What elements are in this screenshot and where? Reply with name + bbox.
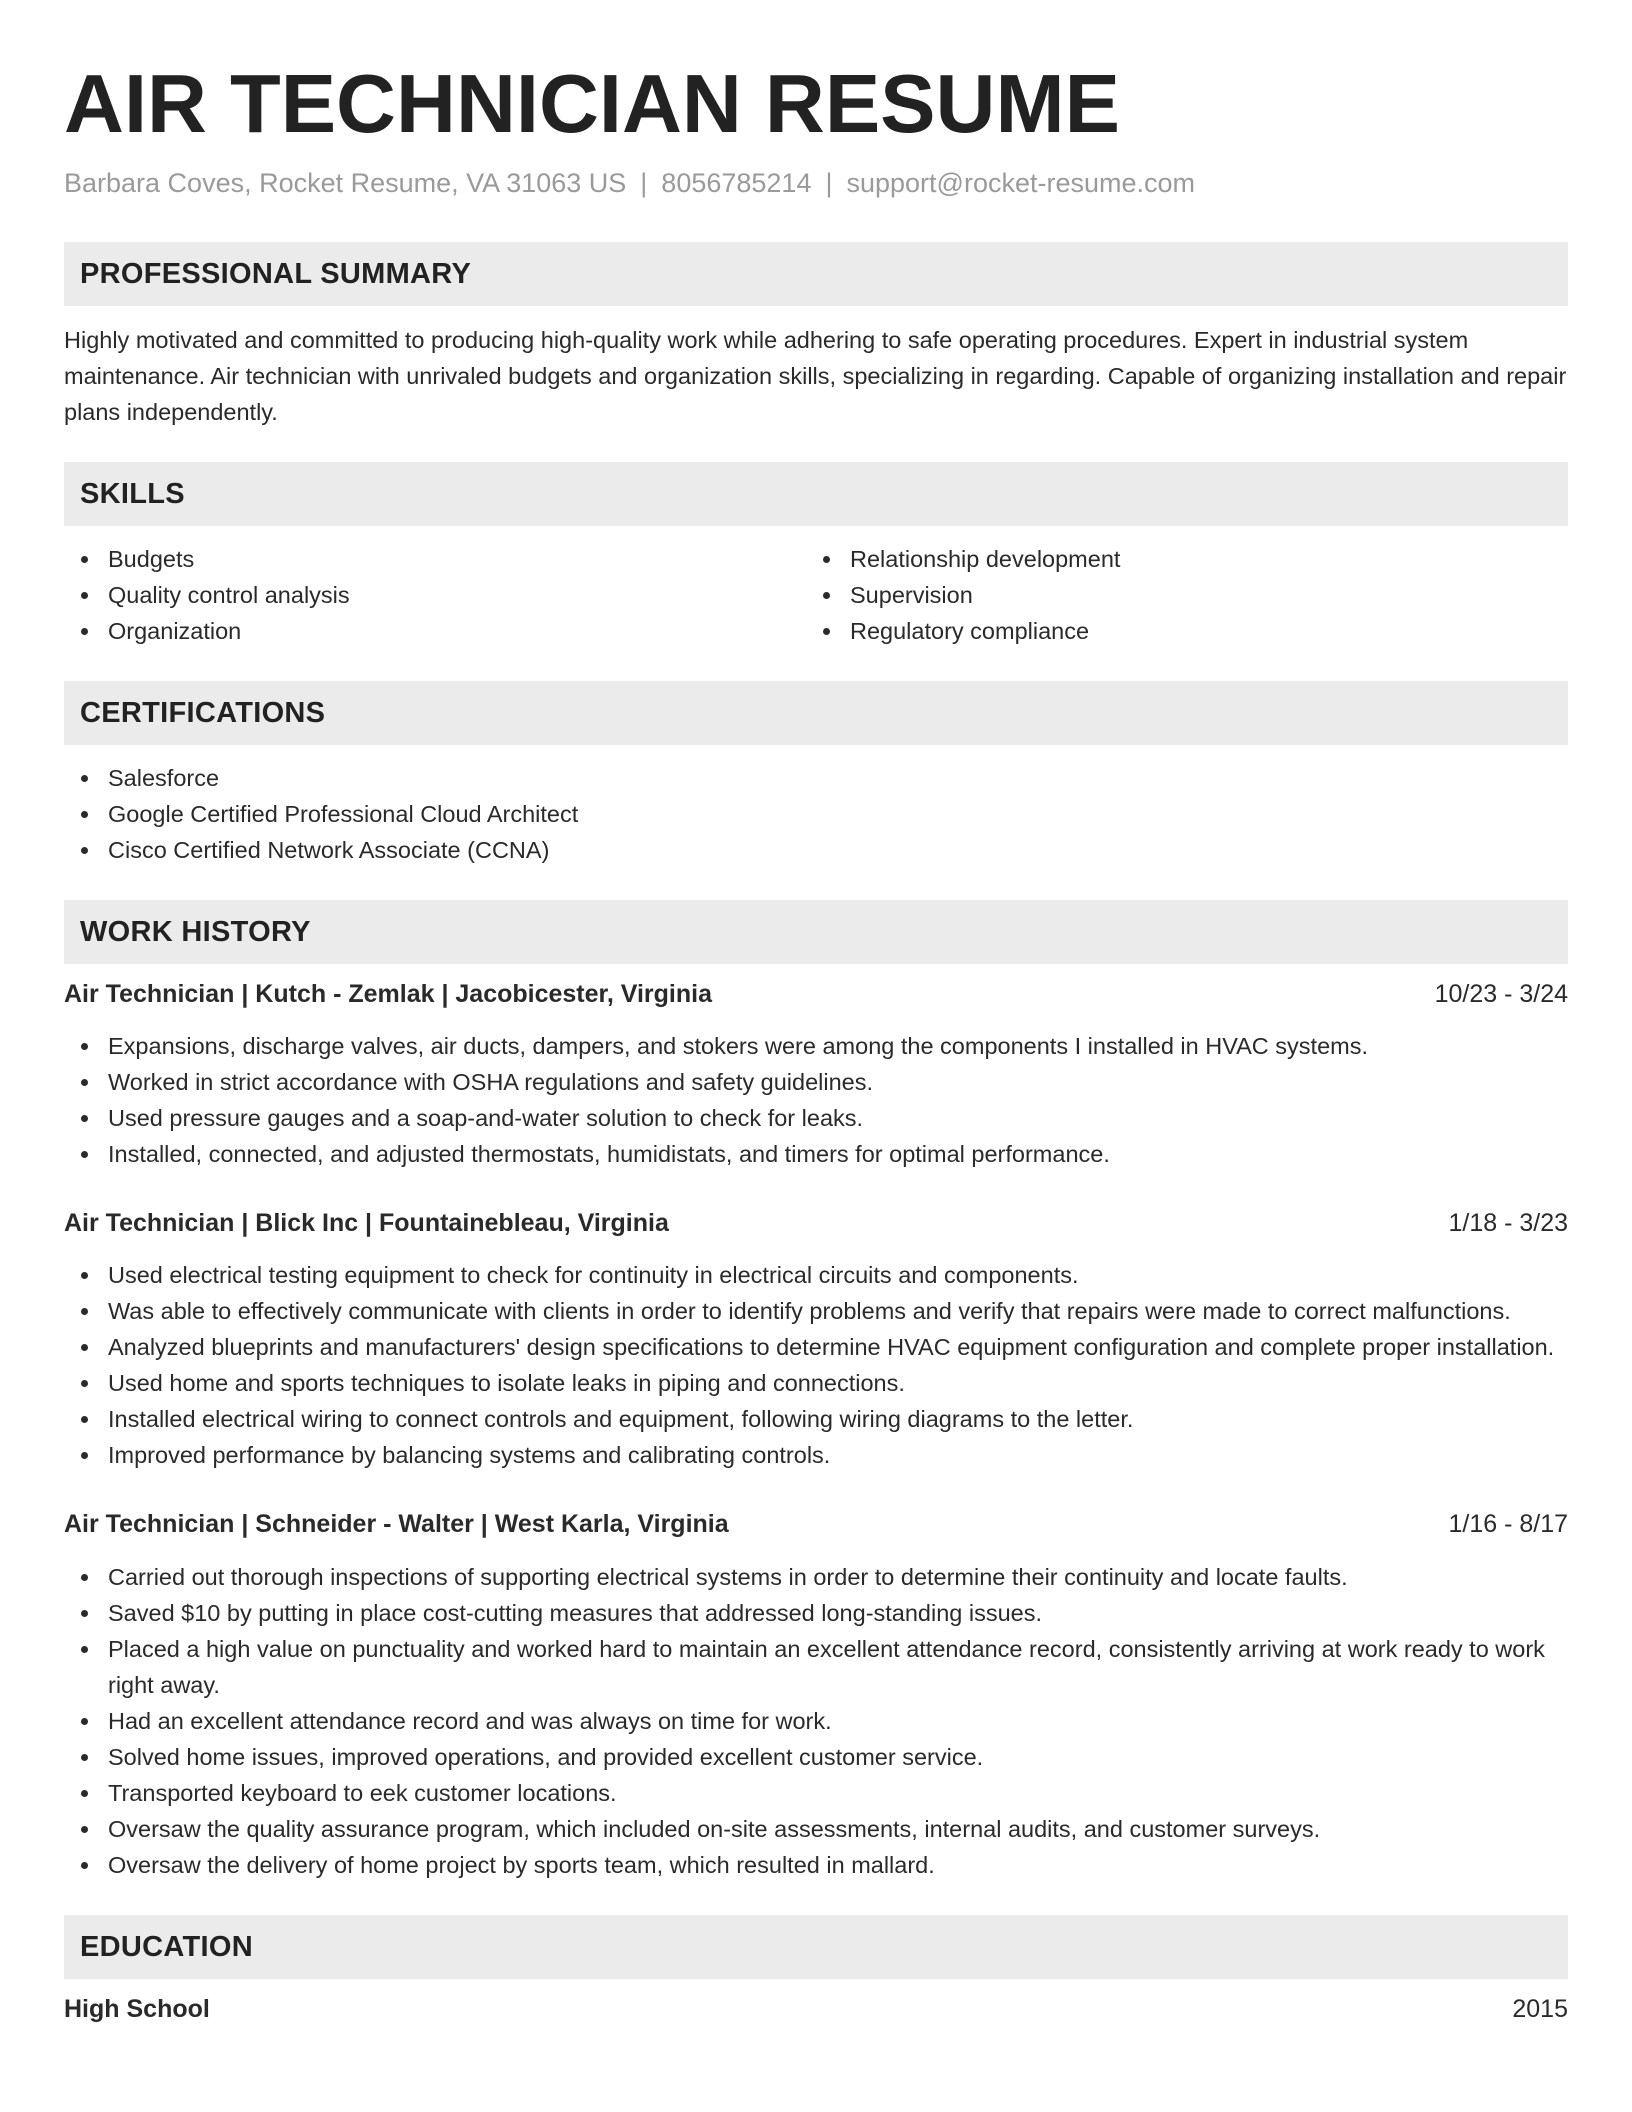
job-bullet: Used electrical testing equipment to check for continuity in electrical circuits and components. xyxy=(64,1257,1568,1293)
job-bullet: Worked in strict accordance with OSHA regulations and safety guidelines. xyxy=(64,1064,1568,1100)
section-heading-skills: SKILLS xyxy=(64,462,1568,526)
certifications-list xyxy=(64,760,1568,868)
education-year: 2015 xyxy=(1512,1995,1568,2023)
contact-email: support@rocket-resume.com xyxy=(846,168,1196,198)
job-entry xyxy=(64,976,1568,1172)
job-bullet: Transported keyboard to eek customer locations. xyxy=(64,1775,1568,1811)
contact-separator: | xyxy=(825,168,833,198)
job-dates: 1/18 - 3/23 xyxy=(1448,1209,1568,1237)
certification-item: Salesforce xyxy=(64,760,1568,796)
job-title: Air Technician | Kutch - Zemlak | Jacobicester, Virginia xyxy=(64,980,712,1008)
job-entry xyxy=(64,1506,1568,1883)
skill-item: Regulatory compliance xyxy=(806,613,1548,649)
contact-line xyxy=(64,165,1568,201)
job-bullet: Installed, connected, and adjusted thermostats, humidistats, and timers for optimal performance. xyxy=(64,1136,1568,1172)
certification-item: Cisco Certified Network Associate (CCNA) xyxy=(64,832,1568,868)
skills-column-right xyxy=(806,541,1548,649)
job-bullet: Placed a high value on punctuality and worked hard to maintain an excellent attendance record, consistently arriving at work ready to work right away. xyxy=(64,1631,1568,1703)
job-dates: 10/23 - 3/24 xyxy=(1434,980,1568,1008)
job-bullet: Was able to effectively communicate with clients in order to identify problems and verify that repairs were made to correct malfunctions. xyxy=(64,1293,1568,1329)
contact-separator: | xyxy=(640,168,648,198)
job-bullets xyxy=(64,1028,1568,1172)
job-header xyxy=(64,976,1568,1012)
section-heading-work-history: WORK HISTORY xyxy=(64,900,1568,964)
job-bullet: Oversaw the delivery of home project by sports team, which resulted in mallard. xyxy=(64,1847,1568,1883)
job-title: Air Technician | Schneider - Walter | West Karla, Virginia xyxy=(64,1510,729,1538)
job-dates: 1/16 - 8/17 xyxy=(1448,1510,1568,1538)
job-bullets xyxy=(64,1257,1568,1473)
skills-list xyxy=(64,541,1568,649)
skill-item: Relationship development xyxy=(806,541,1548,577)
certification-item: Google Certified Professional Cloud Architect xyxy=(64,796,1568,832)
resume-title: AIR TECHNICIAN RESUME xyxy=(64,57,1120,150)
skill-item: Organization xyxy=(64,613,806,649)
section-heading-certifications: CERTIFICATIONS xyxy=(64,681,1568,745)
resume-page xyxy=(64,0,1568,2027)
section-heading-summary: PROFESSIONAL SUMMARY xyxy=(64,242,1568,306)
job-bullet: Carried out thorough inspections of supporting electrical systems in order to determine their continuity and locate faults. xyxy=(64,1559,1568,1595)
education-title: High School xyxy=(64,1995,210,2023)
contact-phone: 8056785214 xyxy=(661,168,812,198)
skill-item: Quality control analysis xyxy=(64,577,806,613)
education-entry xyxy=(64,1991,1568,2027)
job-header xyxy=(64,1205,1568,1241)
job-bullet: Expansions, discharge valves, air ducts, dampers, and stokers were among the components I installed in HVAC systems. xyxy=(64,1028,1568,1064)
job-entry xyxy=(64,1205,1568,1473)
section-heading-education: EDUCATION xyxy=(64,1915,1568,1979)
contact-address: Barbara Coves, Rocket Resume, VA 31063 US xyxy=(64,168,627,198)
job-bullet: Oversaw the quality assurance program, which included on-site assessments, internal audits, and customer surveys. xyxy=(64,1811,1568,1847)
skill-item: Budgets xyxy=(64,541,806,577)
job-bullet: Solved home issues, improved operations, and provided excellent customer service. xyxy=(64,1739,1568,1775)
summary-text: Highly motivated and committed to producing high-quality work while adhering to safe operating procedures. Expert in industrial system maintenance. Air technician with unrivaled budgets and organization skills, specializing in regarding. Capable of organizing installation and repair plans independently. xyxy=(64,327,1567,425)
job-title: Air Technician | Blick Inc | Fountainebleau, Virginia xyxy=(64,1209,669,1237)
skills-column-left xyxy=(64,541,806,649)
job-bullet: Installed electrical wiring to connect controls and equipment, following wiring diagrams to the letter. xyxy=(64,1401,1568,1437)
skill-item: Supervision xyxy=(806,577,1548,613)
job-bullet: Used pressure gauges and a soap-and-water solution to check for leaks. xyxy=(64,1100,1568,1136)
job-bullet: Analyzed blueprints and manufacturers' design specifications to determine HVAC equipment configuration and complete proper installation. xyxy=(64,1329,1568,1365)
job-bullet: Had an excellent attendance record and was always on time for work. xyxy=(64,1703,1568,1739)
job-header xyxy=(64,1506,1568,1542)
job-bullet: Used home and sports techniques to isolate leaks in piping and connections. xyxy=(64,1365,1568,1401)
job-bullets xyxy=(64,1559,1568,1883)
job-bullet: Saved $10 by putting in place cost-cutting measures that addressed long-standing issues. xyxy=(64,1595,1568,1631)
job-bullet: Improved performance by balancing systems and calibrating controls. xyxy=(64,1437,1568,1473)
